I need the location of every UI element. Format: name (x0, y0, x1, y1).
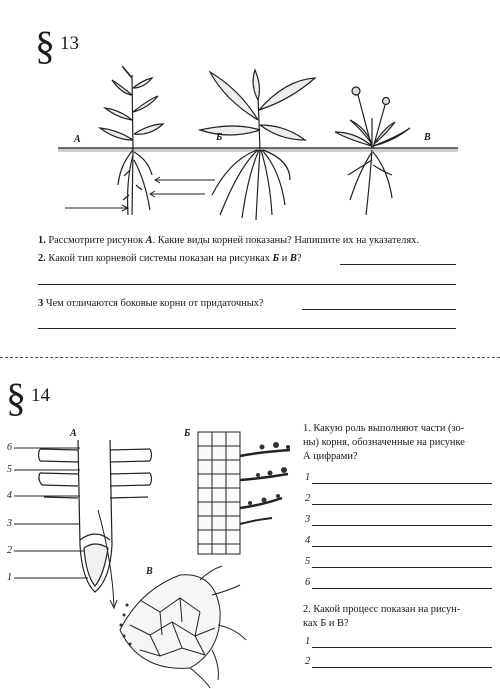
plant-label-b: Б (216, 132, 223, 143)
question-text: Рассмотрите рисунок (48, 235, 144, 246)
question-number: 1. (38, 235, 46, 246)
answer-line[interactable] (312, 588, 492, 589)
answer-line[interactable] (312, 667, 492, 668)
plant-label-a: А (74, 134, 81, 145)
answer-line[interactable] (312, 567, 492, 568)
question-text: ? (296, 253, 302, 264)
question-number: 2. (38, 253, 46, 264)
plant-label-v: В (424, 132, 431, 143)
answer-number: 2 (305, 493, 311, 504)
question-text: . Какие виды корней показаны? Напишите их на указателях. (152, 235, 419, 246)
question-14-2 (303, 603, 495, 631)
answer-number: 4 (305, 535, 311, 546)
section-number: 14 (31, 385, 50, 406)
figure-ref: В (289, 253, 297, 264)
figure-label-a: А (70, 428, 77, 439)
question-line: А цифрами? (303, 451, 358, 463)
figure-label-b: Б (184, 428, 191, 439)
question-text: Чем отличаются боковые корни от придаточных? (45, 298, 264, 309)
section-number: 13 (60, 33, 79, 54)
question-line: ны) корня, обозначенные на рисунке (303, 437, 465, 449)
zone-number: 4 (7, 490, 12, 501)
answer-line[interactable] (312, 647, 492, 648)
section-mark: § (6, 375, 26, 420)
answer-number: 3 (305, 514, 311, 525)
figure-label-v: В (146, 566, 153, 577)
zone-number: 5 (7, 464, 12, 475)
figure-ref: Б (272, 253, 280, 264)
zone-number: 6 (7, 442, 12, 453)
answer-number: 5 (305, 556, 311, 567)
answer-number: 1 (305, 636, 311, 647)
question-line: 1. Какую роль выполняют части (зо- (303, 423, 465, 434)
question-14-1 (303, 422, 495, 464)
answer-line[interactable] (312, 546, 492, 547)
answer-number: 1 (305, 472, 311, 483)
zone-number: 2 (7, 545, 12, 556)
question-text: и (281, 253, 288, 264)
answer-number: 6 (305, 577, 311, 588)
figure-ref: А (145, 235, 153, 246)
section-mark: § (35, 23, 55, 68)
answer-number: 2 (305, 656, 311, 667)
answer-line[interactable] (312, 504, 492, 505)
question-text: Какой тип корневой системы показан на рисунках (48, 253, 270, 264)
question-line: ках Б и В? (303, 618, 349, 630)
zone-number: 1 (7, 572, 12, 583)
question-line: 2. Какой процесс показан на рисун- (303, 604, 461, 615)
zone-number: 3 (7, 518, 12, 529)
answer-line[interactable] (312, 483, 492, 484)
question-number: 3 (38, 298, 44, 309)
answer-line[interactable] (312, 525, 492, 526)
